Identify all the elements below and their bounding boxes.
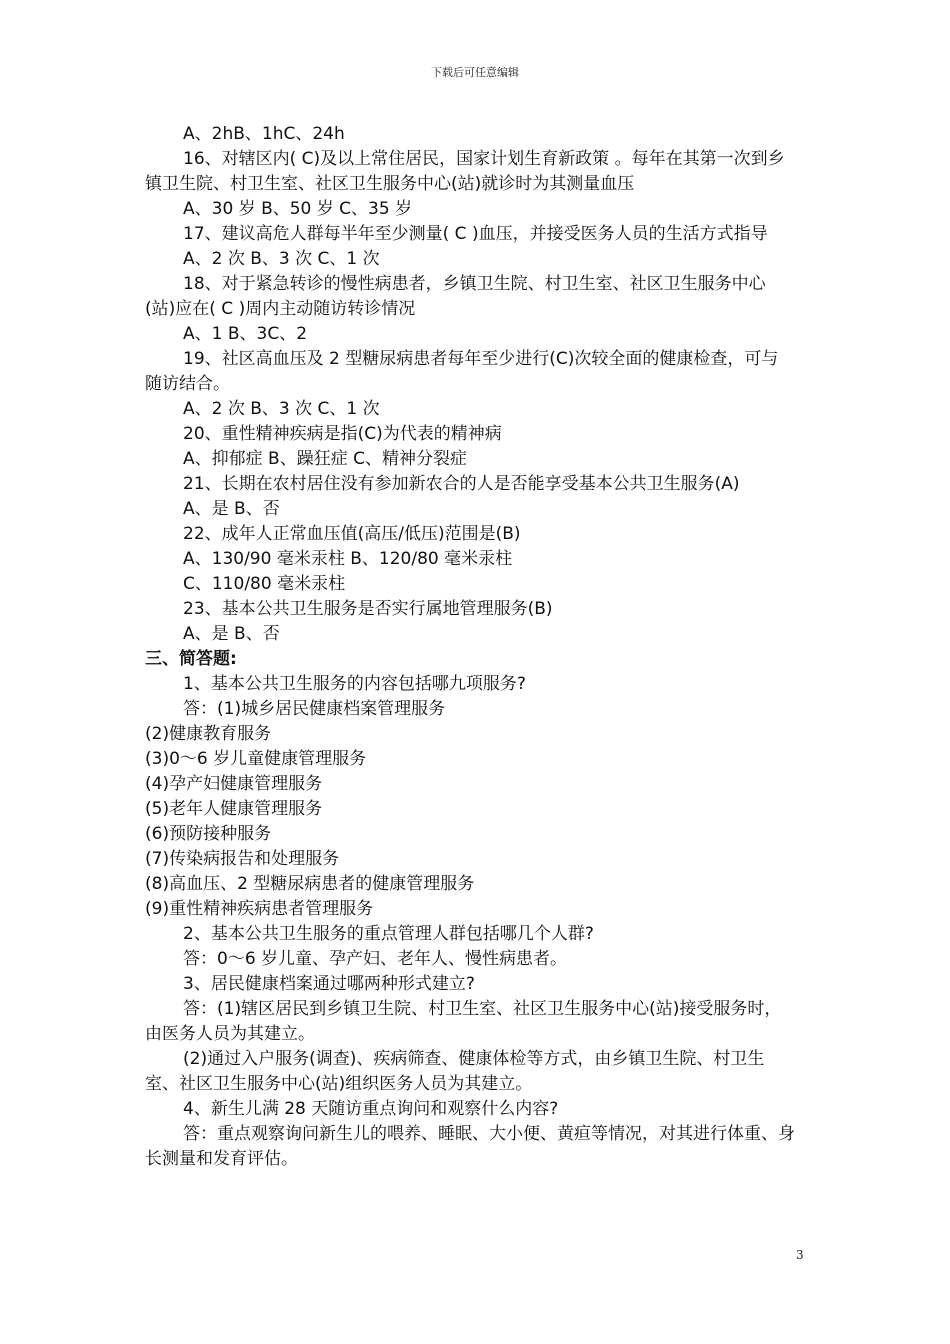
document-body xyxy=(145,122,795,1172)
answer-line: 答：(1)城乡居民健康档案管理服务 xyxy=(183,699,446,719)
answer-line: (6)预防接种服务 xyxy=(145,824,272,844)
answer-line: (5)老年人健康管理服务 xyxy=(145,799,323,819)
answer-options: A、130/90 毫米汞柱 B、120/80 毫米汞柱 xyxy=(183,549,513,569)
answer-paragraph: 答：重点观察询问新生儿的喂养、睡眠、大小便、黄疸等情况，对其进行体重、身长测量和发育评估。 xyxy=(145,1124,795,1169)
answer-paragraph: 答：(1)辖区居民到乡镇卫生院、村卫生室、社区卫生服务中心(站)接受服务时，由医务人员为其建立。 xyxy=(145,999,782,1044)
answer-line: (3)0～6 岁儿童健康管理服务 xyxy=(145,749,367,769)
page-header: 下载后可任意编辑 xyxy=(431,66,519,79)
answer-options: C、110/80 毫米汞柱 xyxy=(183,574,346,594)
question-19: 19、社区高血压及 2 型糖尿病患者每年至少进行(C)次较全面的健康检查，可与随访结合。 xyxy=(145,349,779,394)
answer-line: (4)孕产妇健康管理服务 xyxy=(145,774,323,794)
answer-options: A、抑郁症 B、躁狂症 C、精神分裂症 xyxy=(183,449,467,469)
answer-options: A、是 B、否 xyxy=(183,624,280,644)
answer-line: (7)传染病报告和处理服务 xyxy=(145,849,340,869)
question-18: 18、对于紧急转诊的慢性病患者，乡镇卫生院、村卫生室、社区卫生服务中心(站)应在( C )周内主动随访转诊情况 xyxy=(145,274,766,319)
question-23: 23、基本公共卫生服务是否实行属地管理服务(B) xyxy=(183,599,553,619)
page-number: 3 xyxy=(796,1248,804,1262)
answer-paragraph: (2)通过入户服务(调查)、疾病筛查、健康体检等方式，由乡镇卫生院、村卫生室、社区卫生服务中心(站)组织医务人员为其建立。 xyxy=(145,1049,765,1094)
short-question-2: 2、基本公共卫生服务的重点管理人群包括哪几个人群? xyxy=(183,924,594,944)
answer-options: A、30 岁 B、50 岁 C、35 岁 xyxy=(183,199,413,219)
answer-options: A、1 B、3C、2 xyxy=(183,324,308,344)
short-question-4: 4、新生儿满 28 天随访重点询问和观察什么内容? xyxy=(183,1099,559,1119)
answer-options: A、2 次 B、3 次 C、1 次 xyxy=(183,399,380,419)
section-heading: 三、简答题: xyxy=(145,649,237,669)
question-21: 21、长期在农村居住没有参加新农合的人是否能享受基本公共卫生服务(A) xyxy=(183,474,740,494)
question-20: 20、重性精神疾病是指(C)为代表的精神病 xyxy=(183,424,502,444)
answer-options: A、2 次 B、3 次 C、1 次 xyxy=(183,249,380,269)
question-22: 22、成年人正常血压值(高压/低压)范围是(B) xyxy=(183,524,521,544)
answer-line: (2)健康教育服务 xyxy=(145,724,272,744)
short-question-1: 1、基本公共卫生服务的内容包括哪九项服务? xyxy=(183,674,526,694)
answer-line: (8)高血压、2 型糖尿病患者的健康管理服务 xyxy=(145,874,475,894)
question-17: 17、建议高危人群每半年至少测量( C )血压，并接受医务人员的生活方式指导 xyxy=(183,224,768,244)
answer-line: 答：0～6 岁儿童、孕产妇、老年人、慢性病患者。 xyxy=(183,949,568,969)
answer-line: (9)重性精神疾病患者管理服务 xyxy=(145,899,374,919)
answer-options: A、2hB、1hC、24h xyxy=(183,124,345,144)
answer-options: A、是 B、否 xyxy=(183,499,280,519)
question-16: 16、对辖区内( C)及以上常住居民，国家计划生育新政策 。每年在其第一次到乡镇卫生院、村卫生室、社区卫生服务中心(站)就诊时为其测量血压 xyxy=(145,149,785,194)
short-question-3: 3、居民健康档案通过哪两种形式建立? xyxy=(183,974,475,994)
